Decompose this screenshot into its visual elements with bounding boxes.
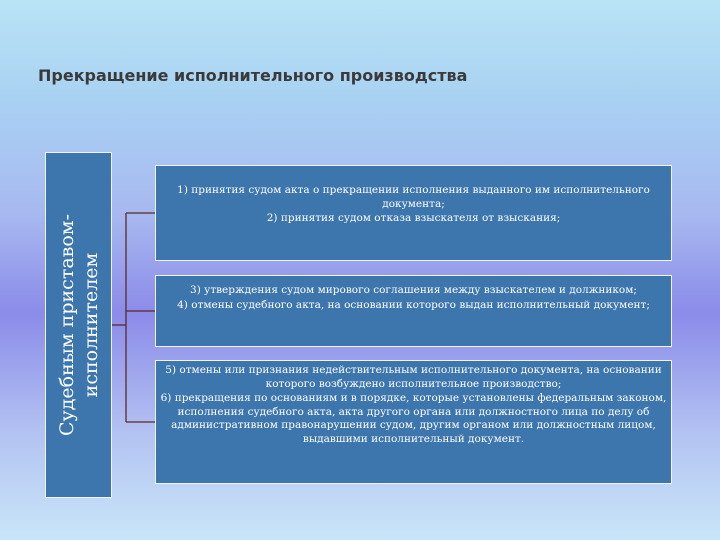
- item-text-2: 2) принятия судом отказа взыскателя от взыскания;: [266, 212, 561, 225]
- item-box-2: [155, 275, 672, 347]
- item-box-1: [155, 165, 672, 261]
- item-text-1: 1) принятия судом акта о прекращении исполнения выданного им исполнительного документа;: [177, 184, 650, 210]
- item-text-3: 3) утверждения судом мирового соглашения между взыскателем и должником;: [190, 284, 637, 296]
- side-label: Судебным приставом-исполнителем: [55, 214, 102, 437]
- item-text-5: 5) отмены или признания недействительным исполнительного документа, на основании которого возбуждено исполнительное производство;: [165, 364, 662, 390]
- item-text-6: 6) прекращения по основаниям и в порядке, которые установлены федеральным законом, исполнения судебного акта, акта другого органа или должностного лица по делу об административном правонарушении судом, другим органом или должностным лицом, выдавшими исполнительный документ.: [160, 392, 667, 445]
- item-text-4: 4) отмены судебного акта, на основании которого выдан исполнительный документ;: [177, 298, 650, 311]
- item-box-3: [155, 360, 672, 484]
- page-title: Прекращение исполнительного производства: [38, 66, 468, 85]
